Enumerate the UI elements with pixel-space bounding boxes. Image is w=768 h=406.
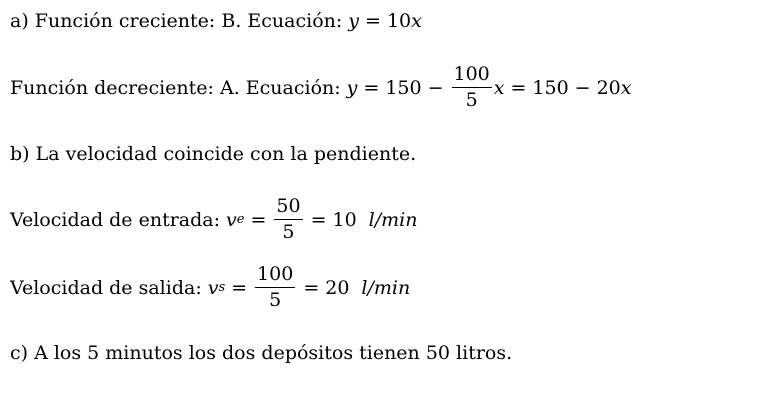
entry-velocity-eq1: = xyxy=(250,208,267,231)
part-c-text: c) A los 5 minutos los dos depósitos tienen 50 litros. xyxy=(10,342,513,364)
entry-velocity-symbol: v xyxy=(226,208,237,231)
entry-velocity-unit: l/min xyxy=(368,208,418,231)
decreasing-minus1: − xyxy=(427,76,444,99)
decreasing-lhs: y xyxy=(346,76,358,99)
decreasing-c2: 150 xyxy=(532,76,569,99)
decreasing-eq1: = xyxy=(363,76,380,99)
exit-velocity-frac-den: 5 xyxy=(269,289,282,311)
exit-velocity-fraction xyxy=(255,265,295,310)
decreasing-minus2: − xyxy=(574,76,591,99)
entry-velocity-text: Velocidad de entrada: xyxy=(10,208,221,231)
decreasing-fraction xyxy=(452,65,492,110)
exit-velocity-text: Velocidad de salida: xyxy=(10,276,202,299)
entry-velocity-eq2: = xyxy=(310,208,327,231)
entry-velocity-line xyxy=(10,197,417,242)
part-a-line xyxy=(10,10,422,32)
part-b-text: b) La velocidad coincide con la pendiente. xyxy=(10,143,417,165)
decreasing-var1: x xyxy=(493,76,505,99)
exit-velocity-value: 20 xyxy=(325,276,350,299)
decreasing-line xyxy=(10,65,632,110)
decreasing-frac-den: 5 xyxy=(465,89,478,111)
exit-velocity-eq1: = xyxy=(231,276,248,299)
decreasing-var2: x xyxy=(620,76,632,99)
decreasing-text: Función decreciente: A. Ecuación: xyxy=(10,76,341,99)
entry-velocity-frac-num: 50 xyxy=(276,195,301,217)
exit-velocity-subscript: s xyxy=(218,280,226,295)
part-a-eq-lhs: y xyxy=(348,10,360,32)
decreasing-eq2: = xyxy=(510,76,527,99)
part-a-eq-op: = xyxy=(365,10,381,32)
entry-velocity-frac-den: 5 xyxy=(282,221,295,243)
decreasing-c1: 150 xyxy=(385,76,422,99)
part-c-line xyxy=(10,342,512,364)
part-a-eq-coef: 10 xyxy=(386,10,412,32)
exit-velocity-frac-num: 100 xyxy=(257,263,294,285)
decreasing-coef2: 20 xyxy=(596,76,621,99)
entry-velocity-subscript: e xyxy=(236,212,245,227)
exit-velocity-eq2: = xyxy=(303,276,320,299)
decreasing-frac-num: 100 xyxy=(453,63,490,85)
exit-velocity-line xyxy=(10,265,410,310)
exit-velocity-symbol: v xyxy=(207,276,219,299)
part-b-line xyxy=(10,143,416,165)
part-a-text: a) Función creciente: B. Ecuación: xyxy=(10,10,343,32)
exit-velocity-unit: l/min xyxy=(361,276,411,299)
entry-velocity-fraction xyxy=(274,197,302,242)
part-a-eq-var: x xyxy=(411,10,422,32)
entry-velocity-value: 10 xyxy=(332,208,357,231)
